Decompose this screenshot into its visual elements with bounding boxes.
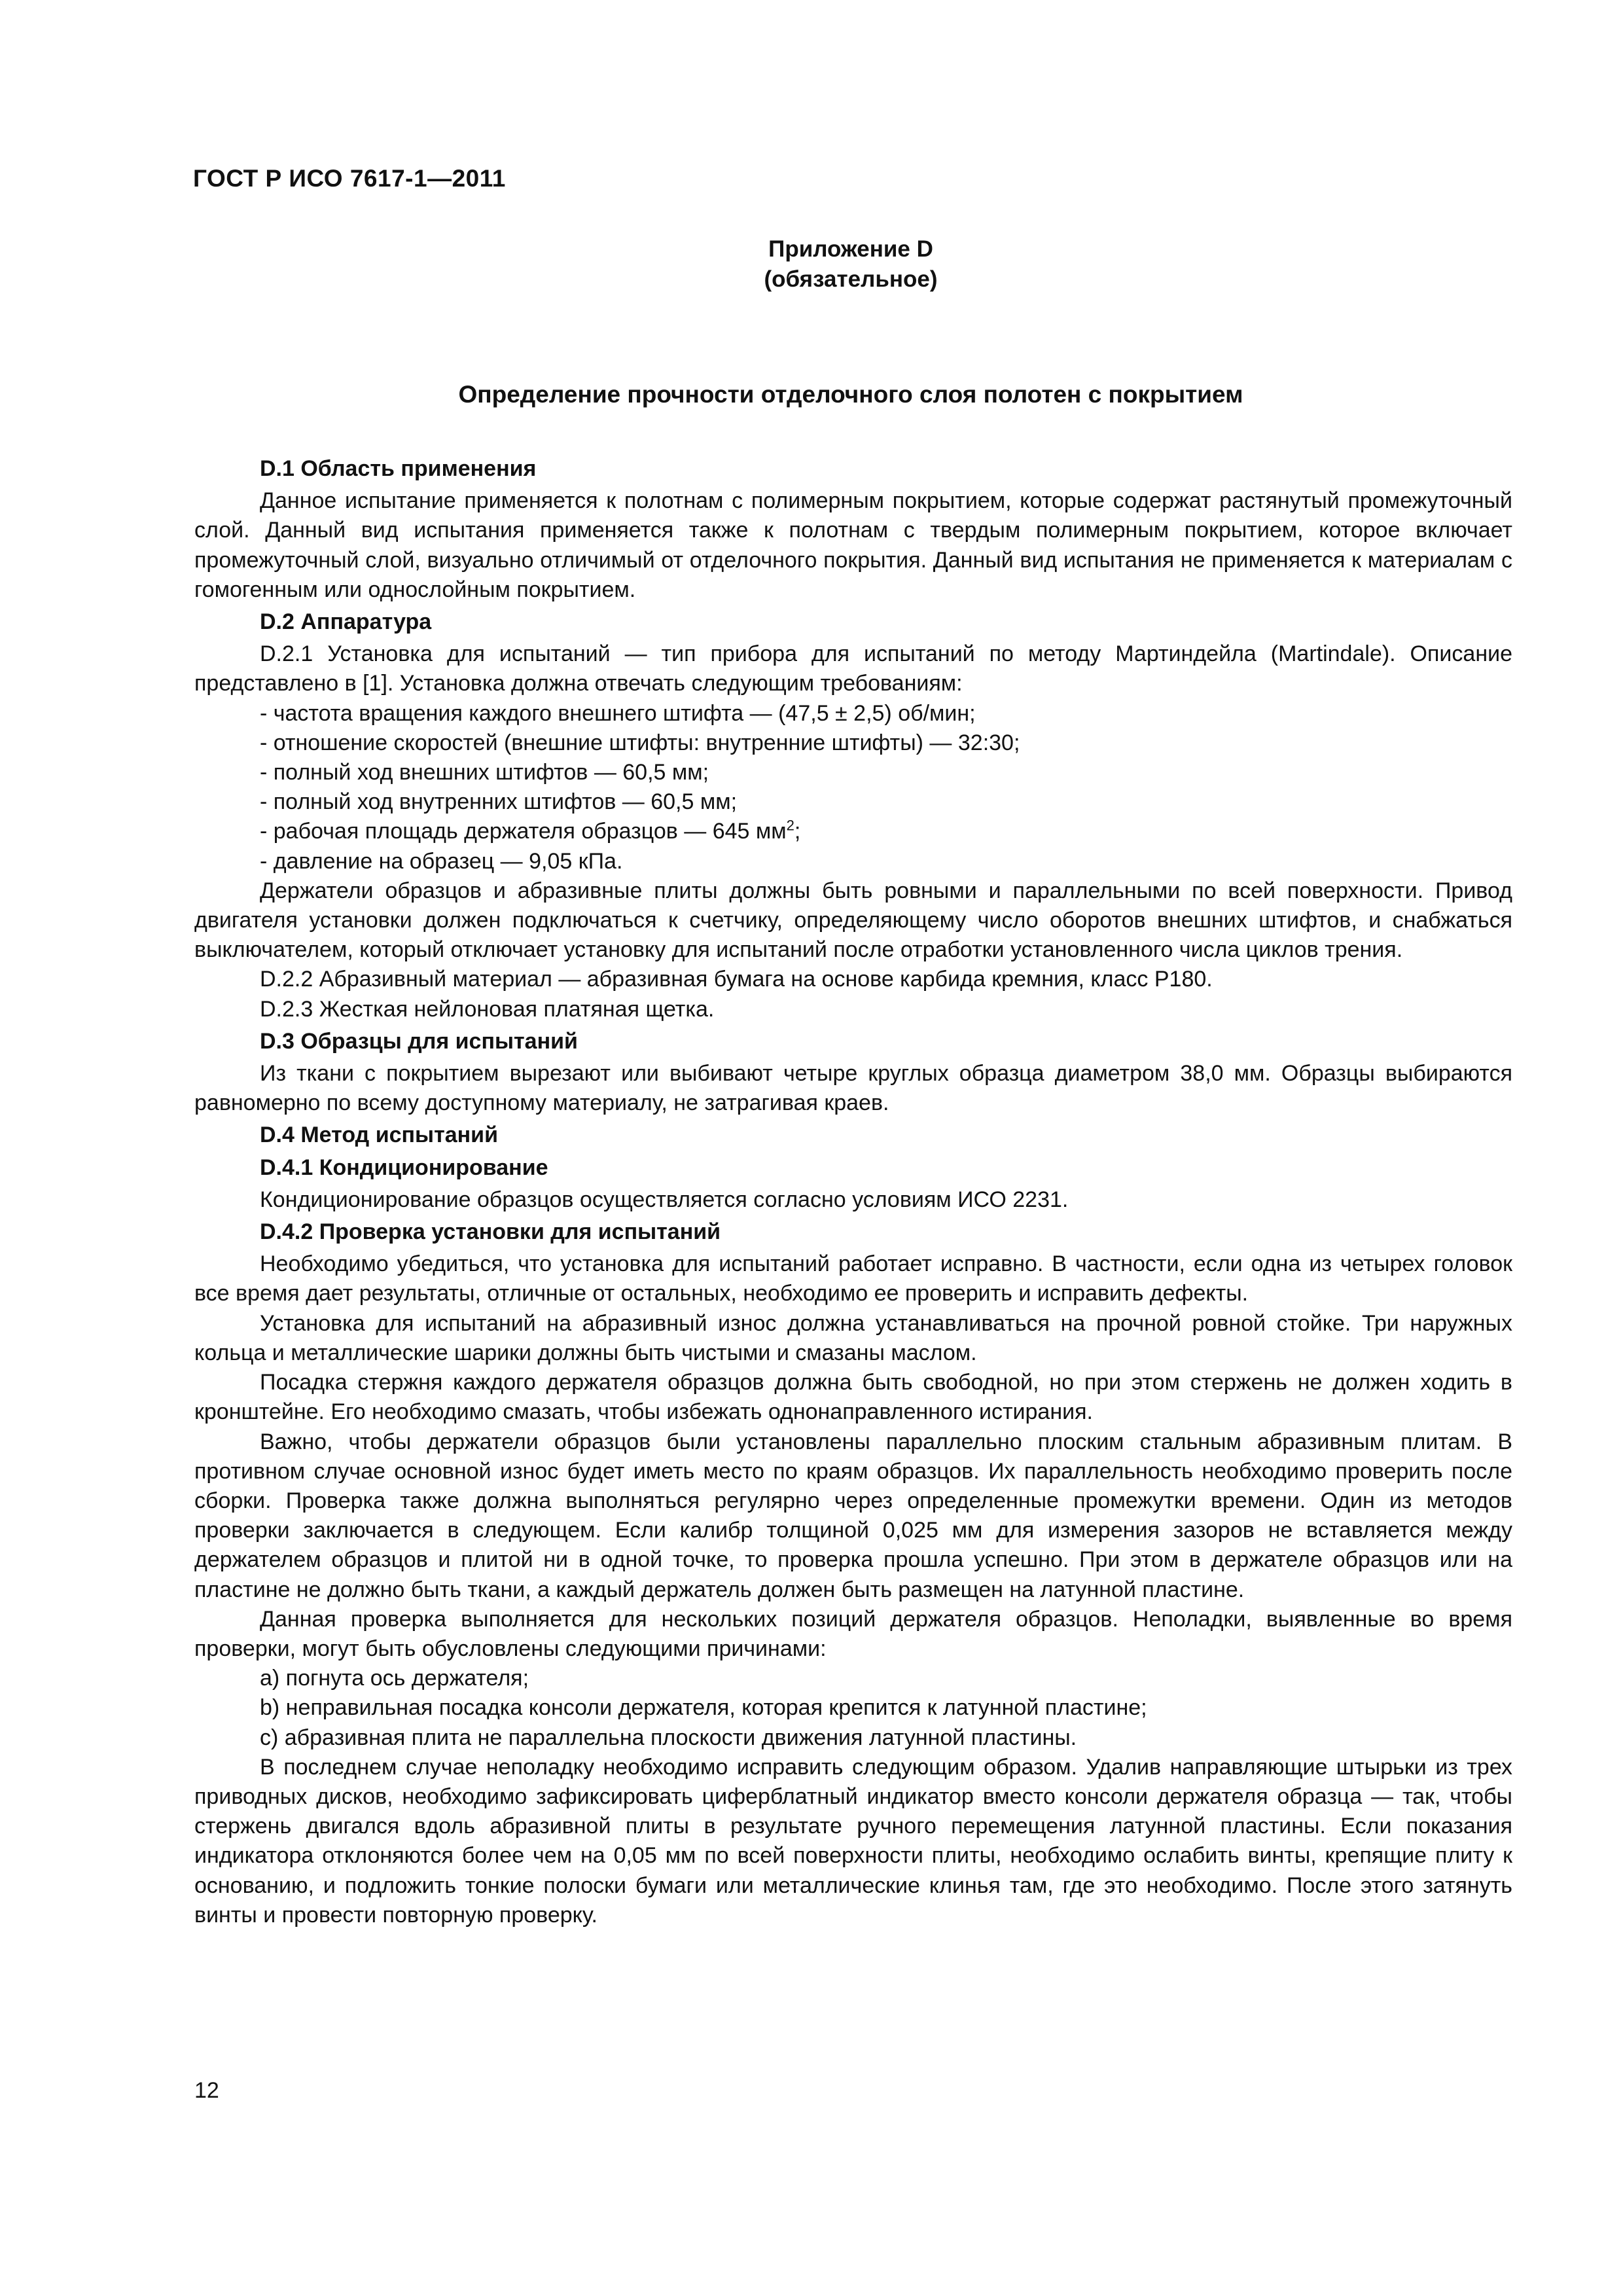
requirement-item: - давление на образец — 9,05 кПа. — [260, 848, 623, 874]
paragraph-d3: Из ткани с покрытием вырезают или выбивают четыре круглых образца диаметром 38,0 мм. Образцы выбираются равномерно по всему доступному материалу, не затрагивая краев. — [194, 1061, 1512, 1116]
paragraph-d4-2-5: Данная проверка выполняется для нескольких позиций держателя образцов. Неполадки, выявленные во время проверки, могут быть обусловлены следующими причинами: — [194, 1606, 1512, 1661]
requirement-item-text: - рабочая площадь держателя образцов — 645 мм — [260, 819, 787, 844]
paragraph-d4-2-3: Посадка стержня каждого держателя образцов должна быть свободной, но при этом стержень не должен ходить в кронштейне. Его необходимо смазать, чтобы избежать однонаправленного истирания. — [194, 1370, 1512, 1425]
requirement-item: - полный ход внешних штифтов — 60,5 мм; — [260, 760, 709, 785]
section-heading-d3: D.3 Образцы для испытаний — [260, 1028, 578, 1054]
paragraph-d4-2-6: В последнем случае неполадку необходимо исправить следующим образом. Удалив направляющие штырьки из трех приводных дисков, необходимо зафиксировать циферблатный индикатор вместо консоли держателя образца — так, чтобы стержень двигался вдоль абразивной плиты в результате ручного перемещения латунной пластины. Если показания индикатора отклоняются более чем на 0,05 мм по всей поверхности плиты, необходимо ослабить винты, крепящие плиту к основанию, и подложить тонкие полоски бумаги или металлические клинья там, где это необходимо. После этого затянуть винты и провести повторную проверку. — [194, 1754, 1512, 1928]
paragraph-d4-2-2: Установка для испытаний на абразивный износ должна устанавливаться на прочной ровной стойке. Три наружных кольца и металлические шарики должны быть чистыми и смазаны маслом. — [194, 1310, 1512, 1365]
annex-status: (обязательное) — [764, 266, 938, 292]
cause-item: b) неправильная посадка консоли держателя, которая крепится к латунной пластине; — [260, 1695, 1147, 1721]
section-heading-d4-2: D.4.2 Проверка установки для испытаний — [260, 1219, 721, 1245]
paragraph-d4-1: Кондиционирование образцов осуществляется согласно условиям ИСО 2231. — [260, 1187, 1069, 1212]
cause-item: а) погнута ось держателя; — [260, 1666, 529, 1691]
section-heading-d2: D.2 Аппаратура — [260, 609, 432, 635]
paragraph-d2-2: D.2.2 Абразивный материал — абразивная бумага на основе карбида кремния, класс Р180. — [260, 967, 1213, 992]
paragraph-d4-2-1: Необходимо убедиться, что установка для испытаний работает исправно. В частности, если одна из четырех головок все время дает результаты, отличные от остальных, необходимо ее проверить и исправить дефекты. — [194, 1251, 1512, 1306]
annex-label: Приложение D — [768, 236, 933, 262]
annex-title-text: Определение прочности отделочного слоя полотен с покрытием — [458, 381, 1243, 408]
paragraph-d2-3: D.2.3 Жесткая нейлоновая платяная щетка. — [260, 996, 715, 1022]
requirement-item-tail: ; — [794, 819, 801, 844]
cause-item: c) абразивная плита не параллельна плоскости движения латунной пластины. — [260, 1725, 1077, 1750]
document-body — [194, 452, 1512, 1930]
annex-header — [0, 234, 1623, 295]
section-heading-d1: D.1 Область применения — [260, 456, 537, 481]
requirement-item: - частота вращения каждого внешнего штифта — (47,5 ± 2,5) об/мин; — [260, 700, 976, 726]
requirement-item: - полный ход внутренних штифтов — 60,5 мм; — [260, 789, 738, 815]
paragraph-d2-1-after: Держатели образцов и абразивные плиты должны быть ровными и параллельными по всей поверхности. Привод двигателя установки должен подключаться к счетчику, определяющему число оборотов внешних штифтов, и снабжаться выключателем, который отключает установку для испытаний после отработки установленного числа циклов трения. — [194, 878, 1512, 963]
requirement-item: - отношение скоростей (внешние штифты: внутренние штифты) — 32:30; — [260, 730, 1020, 755]
section-heading-d4: D.4 Метод испытаний — [260, 1122, 498, 1148]
document-code: ГОСТ Р ИСО 7617-1—2011 — [193, 165, 506, 192]
superscript-two: 2 — [786, 817, 794, 834]
paragraph-d2-1: D.2.1 Установка для испытаний — тип прибора для испытаний по методу Мартиндейла (Martindale). Описание представлено в [1]. Установка должна отвечать следующим требованиям: — [194, 641, 1512, 696]
paragraph-d1: Данное испытание применяется к полотнам с полимерным покрытием, которые содержат растянутый промежуточный слой. Данный вид испытания применяется также к полотнам с твердым полимерным покрытием, которое включает промежуточный слой, визуально отличимый от отделочного покрытия. Данный вид испытания не применяется к материалам с гомогенным или однослойным покрытием. — [194, 488, 1512, 602]
page-number: 12 — [194, 2078, 219, 2103]
section-heading-d4-1: D.4.1 Кондиционирование — [260, 1155, 548, 1180]
paragraph-d4-2-4: Важно, чтобы держатели образцов были установлены параллельно плоским стальным абразивным плитам. В противном случае основной износ будет иметь место по краям образцов. Их параллельность необходимо проверить после сборки. Проверка также должна выполняться регулярно через определенные промежутки времени. Один из методов проверки заключается в следующем. Если калибр толщиной 0,025 мм для измерения зазоров не вставляется между держателем образцов и плитой ни в одной точке, то проверка прошла успешно. При этом в держателе образцов или на пластине не должно быть ткани, а каждый держатель должен быть размещен на латунной пластине. — [194, 1429, 1512, 1602]
requirement-item — [194, 817, 1512, 846]
annex-title — [0, 381, 1623, 408]
